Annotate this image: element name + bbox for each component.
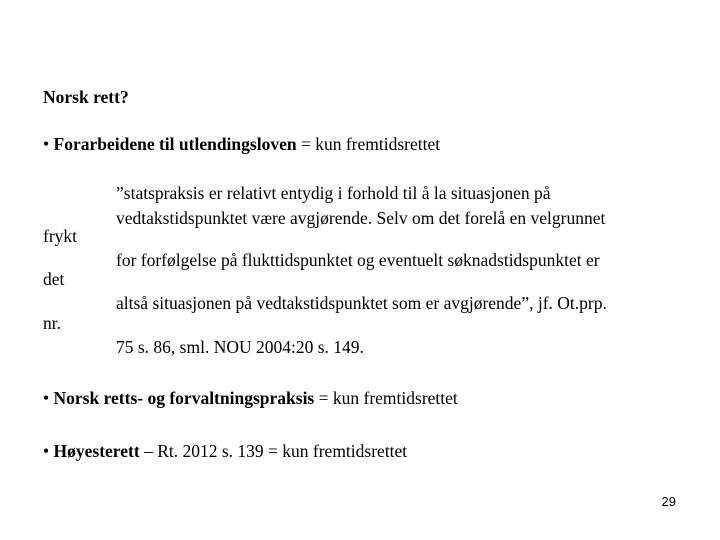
bullet-hoyesterett — [43, 440, 407, 462]
bullet-text: – Rt. 2012 s. 139 = kun fremtidsrettet — [139, 441, 408, 461]
page-number: 29 — [661, 494, 676, 509]
bullet-forarbeidene — [43, 133, 440, 155]
bullet-bold-text: Norsk retts- og forvaltningspraksis — [53, 388, 315, 408]
quote-line-2: vedtakstidspunktet være avgjørende. Selv om det forelå en velgrunnet — [116, 208, 606, 228]
bullet-bold-text: Forarbeidene til utlendingsloven — [53, 134, 297, 154]
bullet-marker: • — [43, 441, 50, 461]
bullet-marker: • — [43, 388, 50, 408]
bullet-text: = kun fremtidsrettet — [296, 134, 441, 154]
bullet-bold-text: Høyesterett — [53, 441, 140, 461]
slide-title: Norsk rett? — [43, 87, 129, 107]
quote-line-4: altså situasjonen på vedtakstidspunktet som er avgjørende”, jf. Ot.prp. — [116, 293, 607, 313]
bullet-text: = kun fremtidsrettet — [314, 388, 458, 408]
margin-word-frykt: frykt — [43, 226, 78, 246]
bullet-marker: • — [43, 134, 50, 154]
margin-word-nr: nr. — [43, 313, 61, 333]
quote-line-3: for forfølgelse på flukttidspunktet og eventuelt søknadstidspunktet er — [116, 250, 600, 270]
quote-line-1: ”statspraksis er relativt entydig i forhold til å la situasjonen på — [116, 183, 551, 203]
bullet-norsk-praksis — [43, 387, 458, 409]
margin-word-det: det — [43, 269, 65, 289]
quote-line-5: 75 s. 86, sml. NOU 2004:20 s. 149. — [116, 337, 364, 357]
